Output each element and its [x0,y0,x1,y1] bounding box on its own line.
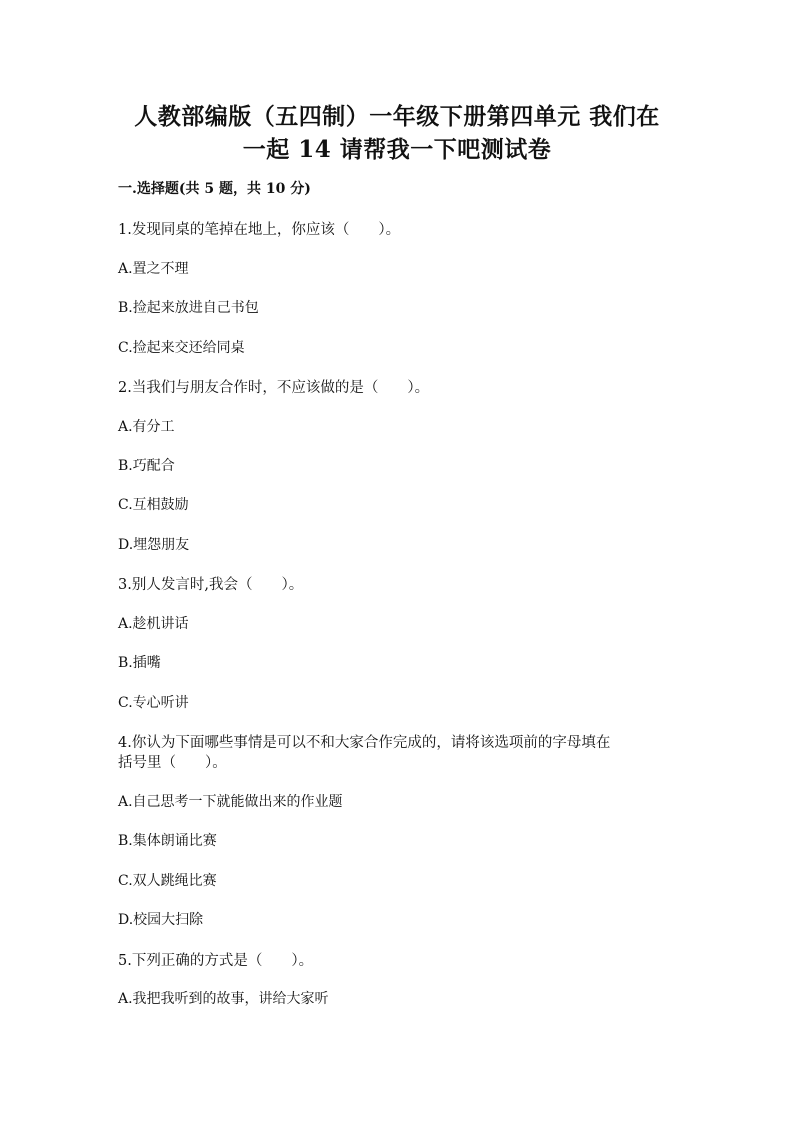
question-3-option-a: A.趁机讲话 [118,616,189,632]
document-title-line-1: 人教部编版（五四制）一年级下册第四单元 我们在 [134,103,660,130]
question-4-option-a: A.自己思考一下就能做出来的作业题 [118,794,343,810]
question-2-option-a: A.有分工 [118,419,175,435]
question-2-option-d: D.埋怨朋友 [118,537,190,553]
question-4-option-b: B.集体朗诵比赛 [118,833,217,849]
question-4-option-c: C.双人跳绳比赛 [118,873,217,889]
question-2-stem: 2.当我们与朋友合作时，不应该做的是（ ）。 [118,380,430,396]
question-2-option-b: B.巧配合 [118,458,175,474]
question-5-option-a: A.我把我听到的故事，讲给大家听 [118,991,329,1007]
question-2-option-c: C.互相鼓励 [118,497,189,513]
question-4-stem-line-1: 4.你认为下面哪些事情是可以不和大家合作完成的，请将该选项前的字母填在 [118,735,611,751]
question-5-stem: 5.下列正确的方式是（ ）。 [118,953,314,969]
question-4-stem-line-2: 括号里（ ）。 [118,755,227,771]
question-1-option-c: C.捡起来交还给同桌 [118,340,245,356]
document-title-line-2: 一起 14 请帮我一下吧测试卷 [242,136,552,163]
question-1-stem: 1.发现同桌的笔掉在地上，你应该（ ）。 [118,222,401,238]
question-1-option-b: B.捡起来放进自己书包 [118,300,259,316]
question-3-stem: 3.别人发言时,我会（ ）。 [118,577,304,593]
question-3-option-b: B.插嘴 [118,655,161,671]
section-heading: 一.选择题(共 5 题，共 10 分) [118,181,311,197]
question-4-option-d: D.校园大扫除 [118,912,204,928]
question-1-option-a: A.置之不理 [118,261,189,277]
question-3-option-c: C.专心听讲 [118,695,189,711]
